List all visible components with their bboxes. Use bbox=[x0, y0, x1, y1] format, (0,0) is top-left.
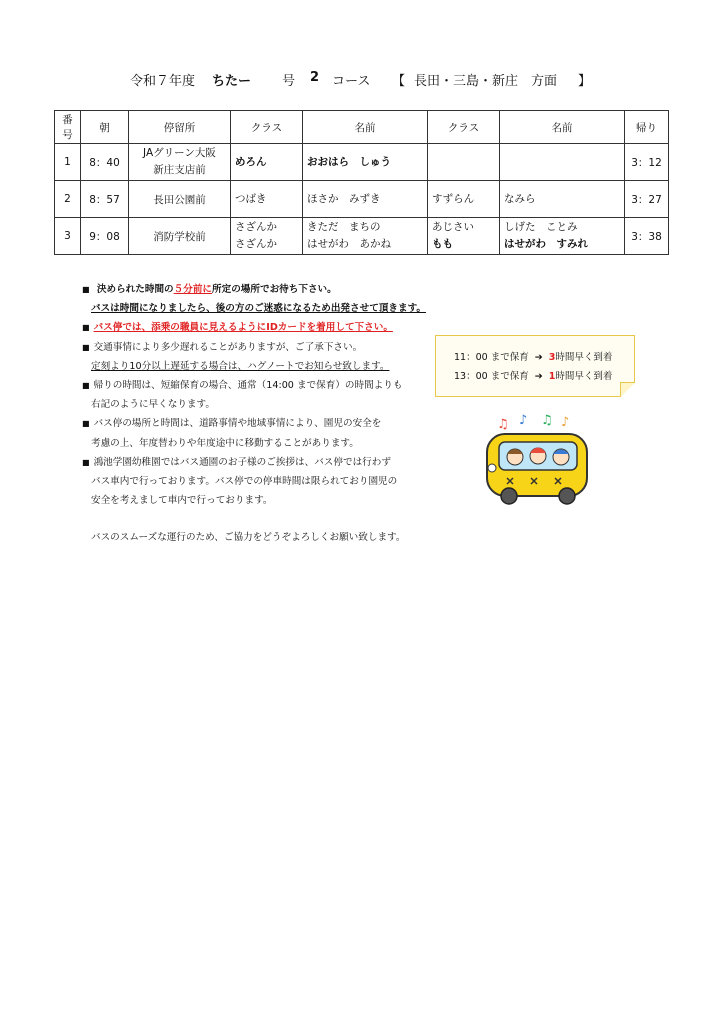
destination: 長田・三島・新庄 方面 bbox=[414, 74, 558, 89]
name-cell bbox=[500, 144, 625, 181]
class-name: さざんか bbox=[235, 221, 277, 233]
note-delay: 定刻より10分以上遅延する場合は、ハグノートでお知らせ致します。 bbox=[91, 360, 390, 372]
header-class-2: クラス bbox=[428, 111, 500, 144]
callout-tail: 時間早く到着 bbox=[555, 371, 613, 382]
note-text: 帰りの時間は、短縮保育の場合、通常（14:00 まで保育）の時間よりも bbox=[93, 380, 403, 392]
header-morning: 朝 bbox=[81, 111, 129, 144]
child-name: しげた ことみ bbox=[504, 221, 578, 233]
arrow-right-icon: ➔ bbox=[534, 371, 543, 382]
note-id-card bbox=[82, 318, 442, 337]
bracket-close: 】 bbox=[578, 74, 592, 89]
note-departure: バスは時間になりましたら、後の方のご迷惑になるため出発させて頂きます。 bbox=[91, 303, 427, 315]
table-row bbox=[55, 181, 669, 218]
class-name: もも bbox=[432, 238, 453, 250]
header-stop: 停留所 bbox=[129, 111, 231, 144]
name-cell bbox=[303, 181, 428, 218]
return-time: 3：27 bbox=[625, 181, 669, 218]
notes-section bbox=[82, 280, 442, 548]
note-text: 鴻池学園幼稚園ではバス通園のお子様のご挨拶は、バス停では行わず bbox=[93, 456, 391, 468]
name-cell bbox=[303, 218, 428, 255]
child-name: なみら bbox=[504, 192, 536, 205]
note-text: バス停の場所と時間は、道路事情や地域事情により、園児の安全を bbox=[93, 418, 382, 430]
class-cell bbox=[231, 218, 303, 255]
course-name: ちたー bbox=[212, 74, 252, 89]
stop-name bbox=[129, 144, 231, 181]
callout-hours: 3 bbox=[548, 352, 556, 363]
row-number: 3 bbox=[55, 218, 81, 255]
bus-schedule-table bbox=[54, 110, 669, 255]
header-name-1: 名前 bbox=[303, 111, 428, 144]
child-name: きただ まちの bbox=[307, 221, 381, 233]
child-name: ほさか みずき bbox=[307, 192, 381, 205]
early-return-callout bbox=[435, 335, 635, 397]
header-class-1: クラス bbox=[231, 111, 303, 144]
school-bus-with-children-icon bbox=[483, 410, 593, 510]
callout-tail: 時間早く到着 bbox=[555, 352, 613, 363]
return-time: 3：38 bbox=[625, 218, 669, 255]
arrow-right-icon: ➔ bbox=[534, 352, 543, 363]
stop-line-2: 新庄支店前 bbox=[153, 164, 206, 176]
class-name: さざんか bbox=[235, 238, 277, 250]
page-fold-corner bbox=[620, 382, 635, 397]
class-cell bbox=[428, 181, 500, 218]
stop-name: 消防学校前 bbox=[129, 218, 231, 255]
return-time: 3：12 bbox=[625, 144, 669, 181]
row-number: 1 bbox=[55, 144, 81, 181]
table-row bbox=[55, 144, 669, 181]
name-cell bbox=[500, 181, 625, 218]
header-name-2: 名前 bbox=[500, 111, 625, 144]
note-greeting bbox=[82, 453, 442, 472]
course-label: コース bbox=[332, 74, 371, 89]
note-highlight: ５分前に bbox=[173, 284, 213, 295]
note-text: バス停では、添乗の職員に見えるようにIDカードを着用して下さい。 bbox=[93, 322, 393, 334]
svg-text:♫: ♫ bbox=[497, 417, 509, 432]
callout-row bbox=[454, 348, 634, 367]
year-label: 令和７年度 bbox=[130, 74, 196, 89]
name-cell bbox=[303, 144, 428, 181]
svg-text:♫: ♫ bbox=[541, 413, 553, 428]
header-return: 帰り bbox=[625, 111, 669, 144]
page-title bbox=[130, 70, 600, 92]
class-name: あじさい bbox=[432, 221, 474, 233]
callout-hours: 1 bbox=[548, 371, 556, 382]
note-arrive-early bbox=[82, 280, 442, 299]
class-cell bbox=[428, 144, 500, 181]
course-number: 2 bbox=[310, 70, 320, 85]
note-traffic bbox=[82, 338, 442, 357]
closing-message: バスのスムーズな運行のため、ご協力をどうぞよろしくお願い致します。 bbox=[91, 532, 406, 544]
child-name: おおはら しゅう bbox=[307, 155, 391, 168]
note-text: 交通事情により多少遅れることがありますが、ご了承下さい。 bbox=[93, 341, 363, 353]
note-text: 所定の場所でお待ち下さい。 bbox=[212, 284, 337, 295]
note-text: 右記のように早くなります。 bbox=[91, 399, 215, 411]
class-cell bbox=[231, 181, 303, 218]
callout-time: 13：00 まで保育 bbox=[454, 371, 529, 382]
morning-time: 8：57 bbox=[81, 181, 129, 218]
callout-row bbox=[454, 367, 634, 386]
note-return-time bbox=[82, 376, 442, 395]
child-name: はせがわ あかね bbox=[307, 238, 391, 250]
stop-line-1: JAグリーン大阪 bbox=[143, 147, 216, 159]
table-row bbox=[55, 218, 669, 255]
svg-text:♪: ♪ bbox=[561, 415, 570, 430]
class-name: つばき bbox=[235, 192, 267, 205]
go-label: 号 bbox=[282, 74, 296, 89]
morning-time: 9：08 bbox=[81, 218, 129, 255]
class-name: めろん bbox=[235, 155, 267, 168]
class-cell bbox=[428, 218, 500, 255]
class-name: すずらん bbox=[432, 192, 475, 205]
note-text: 考慮の上、年度替わりや年度途中に移動することがあります。 bbox=[91, 437, 359, 449]
note-text: 決められた時間の bbox=[96, 284, 174, 295]
morning-time: 8：40 bbox=[81, 144, 129, 181]
callout-time: 11：00 まで保育 bbox=[454, 352, 529, 363]
child-name: はせがわ すみれ bbox=[504, 238, 588, 250]
name-cell bbox=[500, 218, 625, 255]
bracket-open: 【 bbox=[392, 74, 406, 89]
note-stop-change bbox=[82, 414, 442, 433]
header-number: 番号 bbox=[55, 111, 81, 144]
svg-text:♪: ♪ bbox=[519, 413, 528, 428]
table-header-row bbox=[55, 111, 669, 144]
class-cell bbox=[231, 144, 303, 181]
row-number: 2 bbox=[55, 181, 81, 218]
note-text: 安全を考えまして車内で行っております。 bbox=[91, 495, 273, 507]
stop-name: 長田公園前 bbox=[129, 181, 231, 218]
note-text: バス車内で行っております。バス停での停車時間は限られており園児の bbox=[91, 476, 398, 488]
